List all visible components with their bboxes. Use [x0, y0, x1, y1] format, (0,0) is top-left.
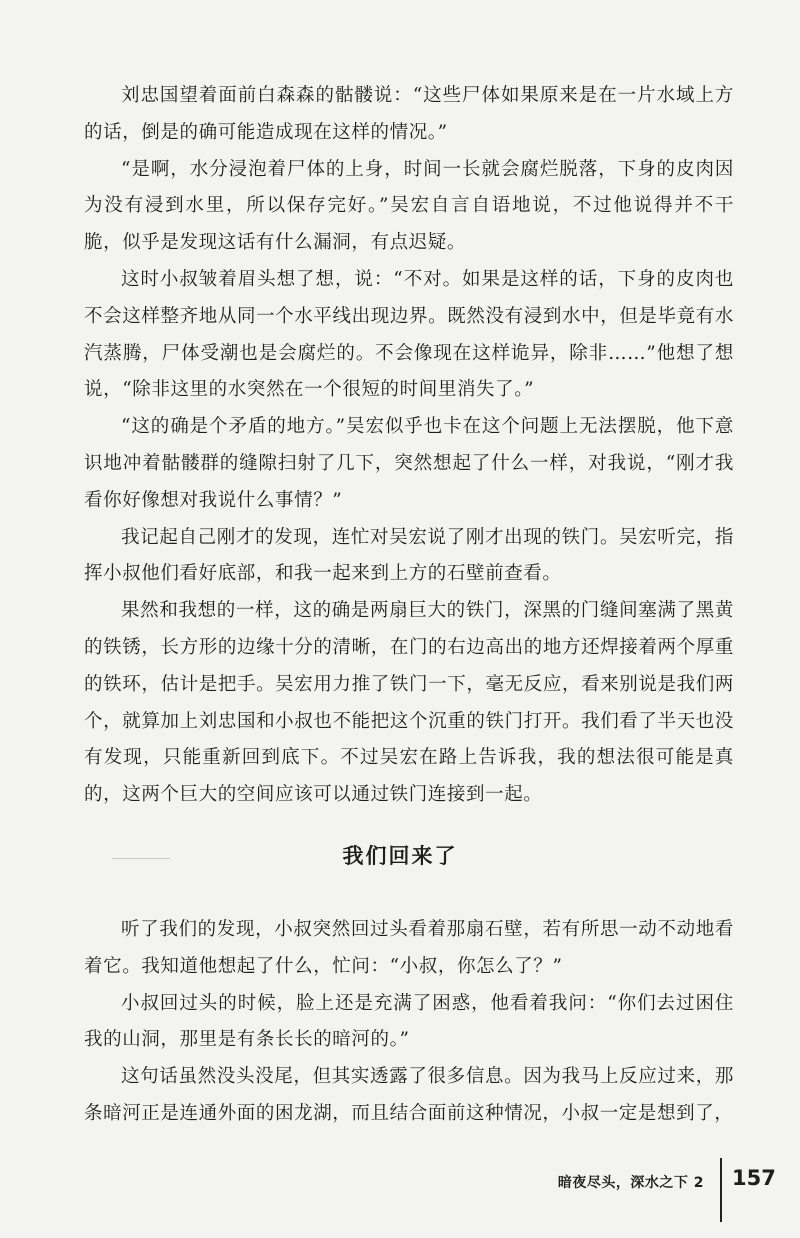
paragraph: 果然和我想的一样，这的确是两扇巨大的铁门，深黑的门缝间塞满了黑黄的铁锈，长方形的边缘十分的清晰，在门的右边高出的地方还焊接着两个厚重的铁环，估计是把手。吴宏用力推了铁门一下，毫无反应，看来别说是我们两个，就算加上刘忠国和小叔也不能把这个沉重的铁门打开。我们看了半天也没有发现，只能重新回到底下。不过吴宏在路上告诉我，我的想法很可能是真的，这两个巨大的空间应该可以通过铁门连接到一起。	[84, 600, 734, 806]
paragraph: 这句话虽然没头没尾，但其实透露了很多信息。因为我马上反应过来，那条暗河正是连通外面的困龙湖，而且结合面前这种情况，小叔一定是想到了，	[84, 1066, 734, 1124]
body-text-bottom	[84, 912, 734, 1133]
paragraph: 刘忠国望着面前白森森的骷髅说：“这些尸体如果原来是在一片水域上方的话，倒是的确可能造成现在这样的情况。”	[84, 85, 734, 143]
paragraph: “这的确是个矛盾的地方。”吴宏似乎也卡在这个问题上无法摆脱，他下意识地冲着骷髅群的缝隙扫射了几下，突然想起了什么一样，对我说，“刚才我看你好像想对我说什么事情？”	[84, 416, 734, 511]
paragraph: 小叔回过头的时候，脸上还是充满了困惑，他看着我问：“你们去过困住我的山洞，那里是有条长长的暗河的。”	[84, 992, 734, 1051]
page-number: 157	[732, 1166, 776, 1190]
footer-divider	[720, 1158, 722, 1222]
section-title: 我们回来了	[342, 844, 458, 868]
paragraph: 我记起自己刚才的发现，连忙对吴宏说了刚才出现的铁门。吴宏听完，指挥小叔他们看好底部，和我一起来到上方的石壁前查看。	[84, 526, 734, 585]
body-text-top	[84, 78, 734, 814]
paragraph: 这时小叔皱着眉头想了想，说：“不对。如果是这样的话，下身的皮肉也不会这样整齐地从同一个水平线出现边界。既然没有浸到水中，但是毕竟有水汽蒸腾，尸体受潮也是会腐烂的。不会像现在这样诡异，除非……”他想了想说，“除非这里的水突然在一个很短的时间里消失了。”	[84, 268, 734, 401]
paragraph: “是啊，水分浸泡着尸体的上身，时间一长就会腐烂脱落，下身的皮肉因为没有浸到水里，所以保存完好。”吴宏自言自语地说，不过他说得并不干脆，似乎是发现这话有什么漏洞，有点迟疑。	[84, 158, 734, 254]
running-footer-title: 暗夜尽头，深水之下 2	[557, 1175, 704, 1191]
paragraph: 听了我们的发现，小叔突然回过头看着那扇石壁，若有所思一动不动地看着它。我知道他想起了什么，忙问：“小叔，你怎么了？”	[84, 919, 734, 977]
